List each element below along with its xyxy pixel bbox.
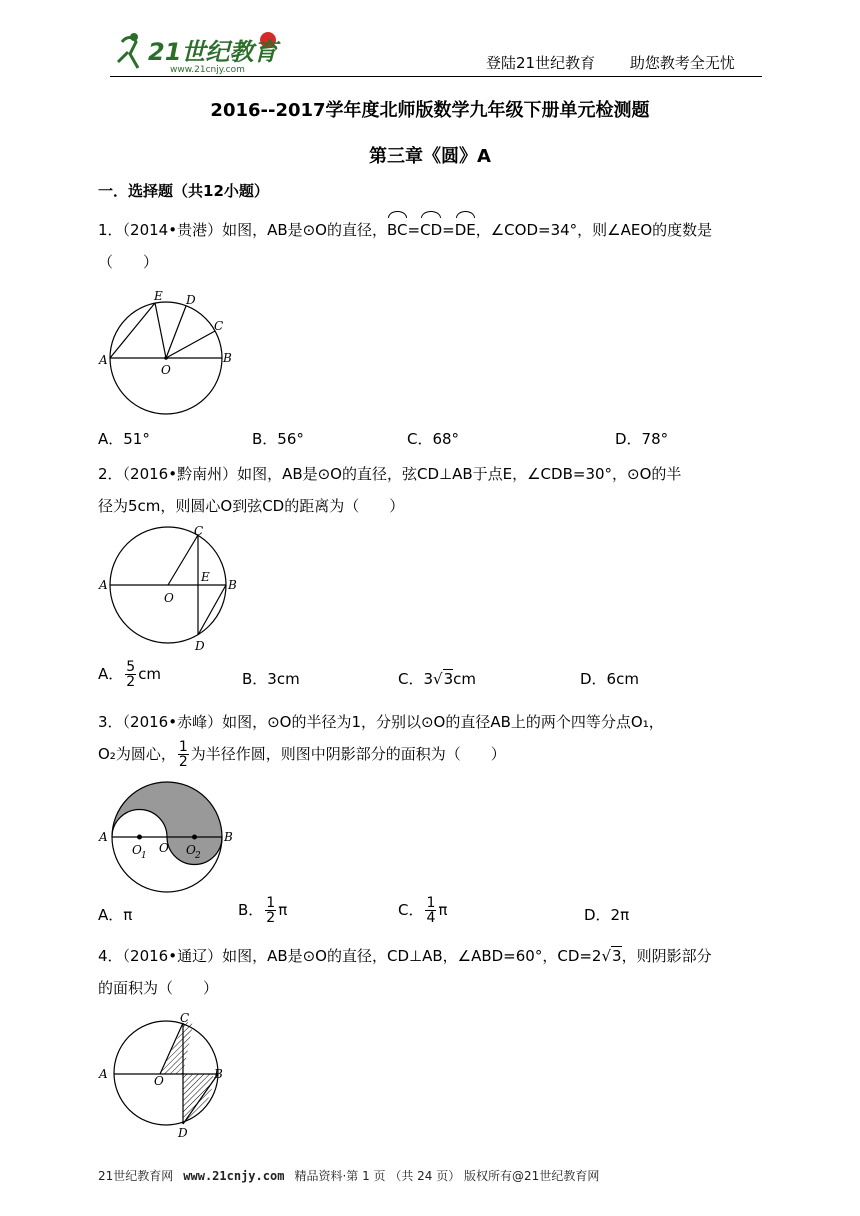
page-title: 2016--2017学年度北师版数学九年级下册单元检测题 xyxy=(210,100,650,121)
f2-label: O xyxy=(164,591,174,605)
header-links xyxy=(486,52,765,73)
fraction-num: 5 xyxy=(126,659,136,675)
q3-text-2a: O₂为圆心， xyxy=(98,745,176,763)
fraction xyxy=(265,896,276,925)
fraction-num: 1 xyxy=(266,895,276,911)
f3-label: O xyxy=(159,841,169,855)
q2-c-unit: cm xyxy=(453,670,476,688)
q3-c-prefix: C． xyxy=(398,901,424,919)
f1-label: A xyxy=(99,353,108,367)
f3-label: A xyxy=(99,830,108,844)
arc-cd: CD xyxy=(420,214,442,246)
fraction xyxy=(178,740,189,769)
question-3 xyxy=(98,706,768,770)
f3-label: O xyxy=(132,843,142,857)
f4-label: C xyxy=(180,1011,190,1025)
footer-info: 精品资料·第 1 页 （共 24 页） 版权所有@21世纪教育网 xyxy=(294,1169,600,1183)
q3-option-c[interactable] xyxy=(398,896,447,925)
figure-4 xyxy=(98,1010,243,1140)
f3-label: B xyxy=(224,830,233,844)
f3-label: 1 xyxy=(141,851,147,861)
q2-option-c[interactable]: C．3√3cm xyxy=(398,670,476,688)
q3-option-a[interactable]: A．π xyxy=(98,906,133,924)
q2-text-1: 2．（2016•黔南州）如图，AB是⊙O的直径，弦CD⊥AB于点E，∠CDB=30°，⊙O的半 xyxy=(98,465,682,483)
fraction-num: 1 xyxy=(426,895,436,911)
q1-blank: （ ） xyxy=(98,253,159,271)
header-link-slogan: 助您教考全无忧 xyxy=(629,54,735,72)
q3-b-prefix: B． xyxy=(238,901,264,919)
question-2 xyxy=(98,458,768,522)
f2-label: A xyxy=(99,578,108,592)
q1-option-a[interactable]: A．51° xyxy=(98,430,150,448)
site-logo xyxy=(108,28,288,76)
q3-text-2b: 为半径作圆，则图中阴影部分的面积为（ ） xyxy=(190,745,506,763)
q1-eq1: = xyxy=(407,221,421,239)
f3-label: 2 xyxy=(195,851,201,861)
q2-text-2: 径为5cm，则圆心O到弦CD的距离为（ ） xyxy=(98,497,405,515)
footer-url[interactable]: www.21cnjy.com xyxy=(183,1169,285,1183)
q2-c-prefix: C．3 xyxy=(398,670,434,688)
q2-option-b[interactable]: B．3cm xyxy=(242,670,300,688)
f2-label: D xyxy=(195,639,205,653)
fraction-den: 4 xyxy=(426,910,436,926)
question-1 xyxy=(98,214,768,278)
q3-b-unit: π xyxy=(278,901,288,919)
fraction-den: 2 xyxy=(266,910,276,926)
q1-option-c[interactable]: C．68° xyxy=(407,430,460,448)
figure-1 xyxy=(98,288,238,418)
fraction xyxy=(425,896,436,925)
header-link-login[interactable]: 登陆21世纪教育 xyxy=(486,54,596,72)
f3-label: O xyxy=(186,843,196,857)
q2-option-a[interactable] xyxy=(98,660,161,689)
q3-c-unit: π xyxy=(438,901,448,919)
figure-2 xyxy=(98,522,243,657)
q1-text-b: ，∠COD=34°，则∠AEO的度数是 xyxy=(475,221,713,239)
f1-label: O xyxy=(161,363,171,377)
logo-text: 21世纪教育 xyxy=(148,38,278,66)
q1-eq2: = xyxy=(442,221,455,239)
fraction-num: 1 xyxy=(178,739,188,755)
fraction xyxy=(125,660,136,689)
q2-a-prefix: A． xyxy=(98,665,124,683)
f4-label: D xyxy=(178,1126,188,1140)
q4-text-2: 的面积为（ ） xyxy=(98,979,219,997)
f2-label: B xyxy=(228,578,237,592)
q3-text-1: 3．（2016•赤峰）如图，⊙O的半径为1，分别以⊙O的直径AB上的两个四等分点O₁， xyxy=(98,713,664,731)
q3-option-b[interactable] xyxy=(238,896,287,925)
f1-label: D xyxy=(186,293,196,307)
f4-label: B xyxy=(214,1067,223,1081)
f2-label: C xyxy=(194,524,204,538)
q4-text-1a: 4．（2016•通辽）如图，AB是⊙O的直径，CD⊥AB，∠ABD=60°，CD=2 xyxy=(98,947,602,965)
q3-option-d[interactable]: D．2π xyxy=(584,906,630,924)
q1-option-b[interactable]: B．56° xyxy=(252,430,304,448)
footer-site: 21世纪教育网 xyxy=(98,1169,174,1183)
q4-text-1b: ，则阴影部分 xyxy=(621,947,712,965)
arc-de: DE xyxy=(455,214,476,246)
fraction-den: 2 xyxy=(126,674,136,690)
arc-bc: BC xyxy=(387,214,408,246)
chapter-title: 第三章《圆》A xyxy=(369,146,491,167)
f1-label: C xyxy=(214,319,224,333)
sqrt-radicand: 3 xyxy=(443,670,454,688)
logo-sub: www.21cnjy.com xyxy=(170,65,245,75)
q1-option-d[interactable]: D．78° xyxy=(615,430,669,448)
f1-label: E xyxy=(154,289,163,303)
f2-label: E xyxy=(201,570,210,584)
sqrt-radicand: 3 xyxy=(612,947,622,965)
f1-label: B xyxy=(223,351,232,365)
question-4: 4．（2016•通辽）如图，AB是⊙O的直径，CD⊥AB，∠ABD=60°，CD=2√3，则阴影部分 的面积为（ ） xyxy=(98,940,768,1004)
page-footer xyxy=(98,1167,599,1184)
section-heading: 一．选择题（共12小题） xyxy=(98,182,269,200)
f4-label: A xyxy=(99,1067,108,1081)
q2-option-d[interactable]: D．6cm xyxy=(580,670,639,688)
q1-text-a: 1．（2014•贵港）如图，AB是⊙O的直径， xyxy=(98,221,387,239)
header-divider xyxy=(110,76,762,77)
q2-a-unit: cm xyxy=(138,665,162,683)
figure-3 xyxy=(98,780,243,895)
f4-label: O xyxy=(154,1074,164,1088)
fraction-den: 2 xyxy=(178,754,188,770)
